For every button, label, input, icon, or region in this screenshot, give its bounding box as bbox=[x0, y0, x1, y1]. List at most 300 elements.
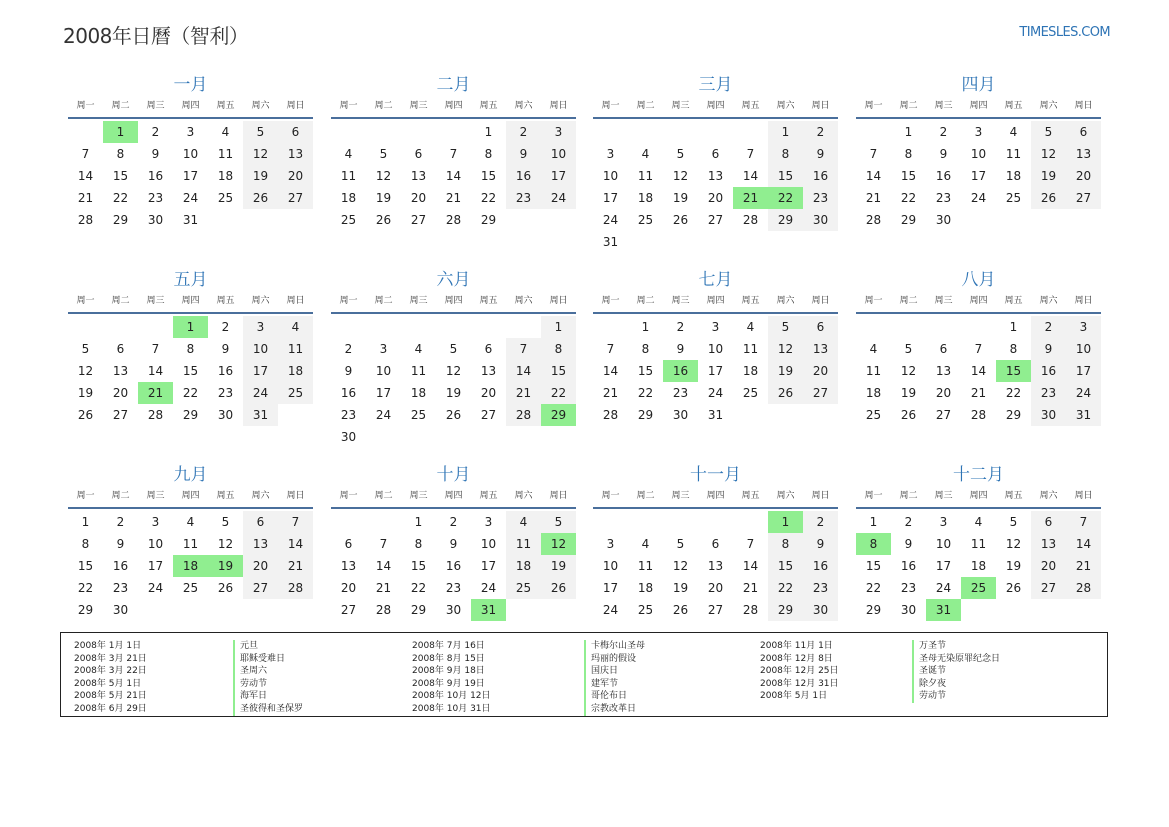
weekend-day-cell: 29 bbox=[768, 209, 803, 231]
day-cell: 7 bbox=[746, 537, 755, 551]
day-cell: 19 bbox=[375, 191, 392, 205]
weekday-header bbox=[593, 489, 838, 509]
legend-date: 2008年 7月 16日 bbox=[412, 641, 485, 651]
legend-holiday-name: 卡梅尔山圣母 bbox=[591, 641, 646, 651]
weekday-label: 周二 bbox=[636, 296, 655, 306]
weekday-label: 周二 bbox=[636, 491, 655, 501]
weekend-day-cell: 23 bbox=[506, 187, 541, 209]
day-cell: 9 bbox=[116, 537, 125, 551]
weekday-label: 周日 bbox=[811, 101, 830, 111]
week-row bbox=[68, 121, 313, 143]
weekday-header bbox=[331, 489, 576, 509]
weekday-label: 周三 bbox=[409, 101, 428, 111]
weekend-day-cell: 5 bbox=[1031, 121, 1066, 143]
day-cell: 20 bbox=[707, 191, 724, 205]
holiday-day-cell: 22 bbox=[768, 187, 803, 209]
weekend-day-cell: 8 bbox=[541, 338, 576, 360]
weekend-day-cell: 15 bbox=[541, 360, 576, 382]
day-cell: 7 bbox=[974, 342, 983, 356]
weekend-day-cell: 27 bbox=[1031, 577, 1066, 599]
empty-cell bbox=[628, 511, 663, 533]
day-cell: 30 bbox=[935, 213, 952, 227]
weekday-label: 周日 bbox=[811, 491, 830, 501]
day-cell: 6 bbox=[414, 147, 423, 161]
day-cell: 5 bbox=[221, 515, 230, 529]
day-cell: 25 bbox=[217, 191, 234, 205]
legend-holiday-name: 圣诞节 bbox=[919, 666, 947, 677]
day-cell: 11 bbox=[340, 169, 357, 183]
day-cell: 18 bbox=[970, 559, 987, 573]
legend-date: 2008年 10月 12日 bbox=[412, 691, 491, 702]
day-cell: 15 bbox=[637, 364, 654, 378]
holiday-day-cell: 16 bbox=[663, 360, 698, 382]
day-cell: 30 bbox=[217, 408, 234, 422]
day-cell: 1 bbox=[1009, 320, 1018, 334]
empty-cell bbox=[926, 316, 961, 338]
weekend-day-cell: 17 bbox=[1066, 360, 1101, 382]
day-cell: 3 bbox=[186, 125, 195, 139]
week-row bbox=[68, 209, 313, 231]
day-cell: 20 bbox=[707, 581, 724, 595]
weekday-label: 周六 bbox=[514, 296, 533, 306]
day-cell: 3 bbox=[151, 515, 160, 529]
day-cell: 19 bbox=[672, 191, 689, 205]
weekday-label: 周四 bbox=[969, 296, 988, 306]
week-row bbox=[593, 209, 838, 231]
holiday-day-cell: 18 bbox=[173, 555, 208, 577]
day-cell: 5 bbox=[449, 342, 458, 356]
empty-cell bbox=[1066, 209, 1101, 231]
empty-cell bbox=[541, 426, 576, 448]
day-cell: 25 bbox=[182, 581, 199, 595]
weekend-day-cell: 12 bbox=[768, 338, 803, 360]
legend-date: 2008年 12月 8日 bbox=[760, 653, 833, 664]
weekday-label: 周日 bbox=[549, 296, 568, 306]
weekday-label: 周三 bbox=[409, 491, 428, 501]
legend-holiday-name: 国庆日 bbox=[591, 666, 619, 677]
week-row bbox=[856, 209, 1101, 231]
day-cell: 11 bbox=[970, 537, 987, 551]
day-cell: 29 bbox=[1005, 408, 1022, 422]
day-cell: 22 bbox=[182, 386, 199, 400]
day-cell: 15 bbox=[865, 559, 882, 573]
legend-dates-2 bbox=[412, 640, 491, 716]
weekday-label: 周二 bbox=[636, 101, 655, 111]
weekend-day-cell: 26 bbox=[541, 577, 576, 599]
weekend-day-cell: 14 bbox=[1066, 533, 1101, 555]
day-cell: 13 bbox=[480, 364, 497, 378]
weekday-label: 周二 bbox=[374, 296, 393, 306]
day-cell: 22 bbox=[865, 581, 882, 595]
weekday-label: 周五 bbox=[479, 296, 498, 306]
day-cell: 14 bbox=[77, 169, 94, 183]
weekday-label: 周二 bbox=[899, 101, 918, 111]
day-cell: 30 bbox=[672, 408, 689, 422]
weekend-day-cell: 13 bbox=[803, 338, 838, 360]
weekday-label: 周二 bbox=[374, 101, 393, 111]
empty-cell bbox=[436, 426, 471, 448]
weekend-day-cell: 17 bbox=[243, 360, 278, 382]
empty-cell bbox=[768, 231, 803, 253]
weekend-day-cell: 19 bbox=[1031, 165, 1066, 187]
day-cell: 27 bbox=[410, 213, 427, 227]
day-cell: 17 bbox=[182, 169, 199, 183]
week-row bbox=[331, 599, 576, 621]
weekday-label: 周三 bbox=[934, 296, 953, 306]
day-cell: 21 bbox=[375, 581, 392, 595]
weekday-label: 周六 bbox=[776, 296, 795, 306]
weekday-label: 周五 bbox=[1004, 101, 1023, 111]
weekday-label: 周五 bbox=[741, 101, 760, 111]
weekend-day-cell: 10 bbox=[541, 143, 576, 165]
weekend-day-cell: 16 bbox=[803, 165, 838, 187]
weekday-label: 周五 bbox=[216, 101, 235, 111]
weekend-day-cell: 19 bbox=[243, 165, 278, 187]
legend-date: 2008年 5月 1日 bbox=[74, 678, 142, 689]
empty-cell bbox=[663, 511, 698, 533]
week-row bbox=[856, 338, 1101, 360]
day-cell: 7 bbox=[81, 147, 90, 161]
day-cell: 23 bbox=[147, 191, 164, 205]
day-cell: 19 bbox=[900, 386, 917, 400]
legend-date: 2008年 5月 1日 bbox=[760, 691, 828, 702]
day-cell: 4 bbox=[641, 147, 650, 161]
day-cell: 12 bbox=[672, 169, 689, 183]
empty-cell bbox=[506, 209, 541, 231]
week-row bbox=[68, 577, 313, 599]
weekend-day-cell: 26 bbox=[243, 187, 278, 209]
week-row bbox=[593, 121, 838, 143]
legend-holiday-name: 哥伦布日 bbox=[591, 691, 628, 702]
weekday-header bbox=[68, 99, 313, 119]
month-block bbox=[856, 269, 1101, 426]
site-link[interactable]: TIMESLES.COM bbox=[1019, 25, 1110, 40]
week-row bbox=[331, 338, 576, 360]
day-cell: 28 bbox=[970, 408, 987, 422]
legend-holiday-name: 元旦 bbox=[240, 641, 259, 651]
weekday-label: 周二 bbox=[899, 296, 918, 306]
day-cell: 29 bbox=[480, 213, 497, 227]
weekday-label: 周日 bbox=[811, 296, 830, 306]
week-row bbox=[68, 143, 313, 165]
day-cell: 24 bbox=[707, 386, 724, 400]
day-cell: 16 bbox=[340, 386, 357, 400]
day-cell: 23 bbox=[340, 408, 357, 422]
weekday-label: 周五 bbox=[1004, 296, 1023, 306]
weekend-day-cell: 3 bbox=[1066, 316, 1101, 338]
weekend-day-cell: 6 bbox=[1066, 121, 1101, 143]
day-cell: 13 bbox=[112, 364, 129, 378]
day-cell: 17 bbox=[602, 581, 619, 595]
day-cell: 4 bbox=[641, 537, 650, 551]
day-cell: 22 bbox=[1005, 386, 1022, 400]
weekend-day-cell: 16 bbox=[506, 165, 541, 187]
holiday-day-cell: 31 bbox=[471, 599, 506, 621]
day-cell: 22 bbox=[112, 191, 129, 205]
month-block bbox=[331, 464, 576, 621]
day-cell: 5 bbox=[379, 147, 388, 161]
weekday-label: 周四 bbox=[181, 491, 200, 501]
day-cell: 9 bbox=[344, 364, 353, 378]
day-cell: 13 bbox=[340, 559, 357, 573]
weekday-label: 周三 bbox=[671, 296, 690, 306]
day-cell: 4 bbox=[746, 320, 755, 334]
day-cell: 30 bbox=[112, 603, 129, 617]
day-cell: 15 bbox=[77, 559, 94, 573]
day-cell: 17 bbox=[935, 559, 952, 573]
month-block bbox=[593, 464, 838, 621]
weekend-day-cell: 27 bbox=[1066, 187, 1101, 209]
weekday-header bbox=[856, 489, 1101, 509]
weekend-day-cell: 28 bbox=[1066, 577, 1101, 599]
day-cell: 4 bbox=[414, 342, 423, 356]
weekday-label: 周二 bbox=[111, 101, 130, 111]
day-cell: 18 bbox=[742, 364, 759, 378]
weekend-day-cell: 4 bbox=[278, 316, 313, 338]
week-row bbox=[331, 533, 576, 555]
weekend-day-cell: 20 bbox=[1066, 165, 1101, 187]
legend-names-2 bbox=[584, 640, 645, 716]
weekend-day-cell: 1 bbox=[768, 121, 803, 143]
weekday-label: 周三 bbox=[146, 491, 165, 501]
weekend-day-cell: 1 bbox=[541, 316, 576, 338]
day-cell: 11 bbox=[742, 342, 759, 356]
day-cell: 7 bbox=[151, 342, 160, 356]
weekday-label: 周四 bbox=[444, 296, 463, 306]
day-cell: 14 bbox=[445, 169, 462, 183]
day-cell: 4 bbox=[974, 515, 983, 529]
day-cell: 15 bbox=[182, 364, 199, 378]
weekend-day-cell: 8 bbox=[768, 533, 803, 555]
day-cell: 23 bbox=[900, 581, 917, 595]
empty-cell bbox=[103, 316, 138, 338]
weekday-label: 周五 bbox=[216, 491, 235, 501]
holiday-day-cell: 1 bbox=[173, 316, 208, 338]
weekend-day-cell: 9 bbox=[803, 143, 838, 165]
weekday-label: 周五 bbox=[479, 491, 498, 501]
empty-cell bbox=[366, 426, 401, 448]
day-cell: 11 bbox=[637, 559, 654, 573]
day-cell: 9 bbox=[939, 147, 948, 161]
day-cell: 13 bbox=[707, 169, 724, 183]
day-cell: 2 bbox=[939, 125, 948, 139]
day-cell: 5 bbox=[1009, 515, 1018, 529]
week-row bbox=[331, 404, 576, 426]
weekday-label: 周一 bbox=[339, 491, 358, 501]
day-cell: 10 bbox=[602, 559, 619, 573]
day-cell: 18 bbox=[865, 386, 882, 400]
weekend-day-cell: 8 bbox=[768, 143, 803, 165]
week-row bbox=[593, 555, 838, 577]
day-cell: 20 bbox=[935, 386, 952, 400]
weekday-label: 周一 bbox=[76, 101, 95, 111]
day-cell: 11 bbox=[637, 169, 654, 183]
day-cell: 6 bbox=[344, 537, 353, 551]
day-cell: 7 bbox=[379, 537, 388, 551]
legend-date: 2008年 1月 1日 bbox=[74, 641, 142, 651]
month-name: 九月 bbox=[173, 465, 208, 485]
weekday-label: 周六 bbox=[1039, 101, 1058, 111]
weekend-day-cell: 16 bbox=[1031, 360, 1066, 382]
weekday-label: 周一 bbox=[76, 296, 95, 306]
day-cell: 15 bbox=[112, 169, 129, 183]
day-cell: 11 bbox=[410, 364, 427, 378]
weekend-day-cell: 5 bbox=[541, 511, 576, 533]
empty-cell bbox=[331, 121, 366, 143]
day-cell: 24 bbox=[970, 191, 987, 205]
weekday-label: 周五 bbox=[479, 101, 498, 111]
weekend-day-cell: 20 bbox=[243, 555, 278, 577]
weekend-day-cell: 11 bbox=[278, 338, 313, 360]
weekday-label: 周五 bbox=[741, 491, 760, 501]
empty-cell bbox=[856, 121, 891, 143]
day-cell: 28 bbox=[445, 213, 462, 227]
holiday-day-cell: 25 bbox=[961, 577, 996, 599]
day-cell: 6 bbox=[711, 537, 720, 551]
day-cell: 28 bbox=[865, 213, 882, 227]
day-cell: 17 bbox=[970, 169, 987, 183]
day-cell: 8 bbox=[904, 147, 913, 161]
day-cell: 27 bbox=[707, 213, 724, 227]
holiday-day-cell: 21 bbox=[138, 382, 173, 404]
day-cell: 13 bbox=[410, 169, 427, 183]
weekend-day-cell: 21 bbox=[1066, 555, 1101, 577]
legend-holiday-name: 建军节 bbox=[591, 678, 619, 689]
empty-cell bbox=[996, 209, 1031, 231]
empty-cell bbox=[471, 426, 506, 448]
legend-holiday-name: 劳动节 bbox=[919, 691, 947, 702]
day-cell: 25 bbox=[410, 408, 427, 422]
day-cell: 12 bbox=[375, 169, 392, 183]
day-cell: 10 bbox=[602, 169, 619, 183]
legend-holiday-name: 万圣节 bbox=[919, 641, 947, 651]
weekend-day-cell: 24 bbox=[243, 382, 278, 404]
weekend-day-cell: 28 bbox=[506, 404, 541, 426]
empty-cell bbox=[243, 209, 278, 231]
legend-names-3 bbox=[912, 640, 1000, 703]
holiday-day-cell: 1 bbox=[103, 121, 138, 143]
weekday-label: 周六 bbox=[514, 101, 533, 111]
day-cell: 14 bbox=[375, 559, 392, 573]
day-cell: 22 bbox=[900, 191, 917, 205]
day-cell: 18 bbox=[637, 191, 654, 205]
day-cell: 14 bbox=[865, 169, 882, 183]
day-cell: 1 bbox=[484, 125, 493, 139]
week-row bbox=[68, 555, 313, 577]
weekday-label: 周四 bbox=[706, 491, 725, 501]
day-cell: 18 bbox=[637, 581, 654, 595]
page-title: 2008年日曆（智利） bbox=[63, 24, 249, 48]
empty-cell bbox=[803, 404, 838, 426]
day-cell: 14 bbox=[147, 364, 164, 378]
weekend-day-cell: 2 bbox=[803, 511, 838, 533]
week-row bbox=[593, 577, 838, 599]
weekday-label: 周三 bbox=[146, 296, 165, 306]
empty-cell bbox=[1031, 209, 1066, 231]
day-cell: 3 bbox=[379, 342, 388, 356]
day-cell: 14 bbox=[602, 364, 619, 378]
day-cell: 24 bbox=[935, 581, 952, 595]
day-cell: 24 bbox=[480, 581, 497, 595]
weekend-day-cell: 7 bbox=[1066, 511, 1101, 533]
empty-cell bbox=[366, 511, 401, 533]
weekday-label: 周四 bbox=[706, 101, 725, 111]
week-row bbox=[331, 165, 576, 187]
weekend-day-cell: 21 bbox=[506, 382, 541, 404]
month-name: 二月 bbox=[436, 75, 471, 95]
legend-holiday-name: 圣彼得和圣保罗 bbox=[240, 703, 304, 714]
weekend-day-cell: 14 bbox=[506, 360, 541, 382]
weekend-day-cell: 19 bbox=[541, 555, 576, 577]
empty-cell bbox=[401, 121, 436, 143]
day-cell: 29 bbox=[637, 408, 654, 422]
month-name: 七月 bbox=[698, 270, 733, 290]
day-cell: 7 bbox=[746, 147, 755, 161]
day-cell: 16 bbox=[147, 169, 164, 183]
legend-dates-1 bbox=[74, 640, 147, 716]
day-cell: 15 bbox=[480, 169, 497, 183]
weekend-day-cell: 31 bbox=[243, 404, 278, 426]
day-cell: 29 bbox=[865, 603, 882, 617]
weekend-day-cell: 26 bbox=[768, 382, 803, 404]
day-cell: 26 bbox=[445, 408, 462, 422]
week-row bbox=[593, 165, 838, 187]
week-row bbox=[593, 599, 838, 621]
legend-date: 2008年 5月 21日 bbox=[74, 691, 147, 702]
weekend-day-cell: 12 bbox=[1031, 143, 1066, 165]
weekday-label: 周二 bbox=[374, 491, 393, 501]
empty-cell bbox=[961, 316, 996, 338]
day-cell: 6 bbox=[484, 342, 493, 356]
weekend-day-cell: 6 bbox=[803, 316, 838, 338]
day-cell: 6 bbox=[711, 147, 720, 161]
weekday-label: 周二 bbox=[111, 491, 130, 501]
day-cell: 6 bbox=[939, 342, 948, 356]
empty-cell bbox=[278, 209, 313, 231]
week-row bbox=[856, 577, 1101, 599]
day-cell: 5 bbox=[676, 147, 685, 161]
weekend-day-cell: 2 bbox=[803, 121, 838, 143]
day-cell: 10 bbox=[182, 147, 199, 161]
weekend-day-cell: 10 bbox=[1066, 338, 1101, 360]
weekday-label: 周五 bbox=[1004, 491, 1023, 501]
week-row bbox=[856, 316, 1101, 338]
month-name: 三月 bbox=[698, 75, 733, 95]
day-cell: 31 bbox=[602, 235, 619, 249]
week-row bbox=[856, 533, 1101, 555]
legend-date: 2008年 6月 29日 bbox=[74, 703, 147, 714]
day-cell: 3 bbox=[711, 320, 720, 334]
day-cell: 26 bbox=[1005, 581, 1022, 595]
day-cell: 24 bbox=[602, 603, 619, 617]
weekday-label: 周一 bbox=[601, 296, 620, 306]
day-cell: 6 bbox=[116, 342, 125, 356]
day-cell: 10 bbox=[480, 537, 497, 551]
weekday-label: 周二 bbox=[899, 491, 918, 501]
week-row bbox=[331, 577, 576, 599]
legend-date: 2008年 12月 31日 bbox=[760, 678, 839, 689]
day-cell: 12 bbox=[1005, 537, 1022, 551]
empty-cell bbox=[698, 121, 733, 143]
weekday-label: 周六 bbox=[514, 491, 533, 501]
empty-cell bbox=[803, 231, 838, 253]
empty-cell bbox=[278, 404, 313, 426]
day-cell: 1 bbox=[414, 515, 423, 529]
empty-cell bbox=[471, 316, 506, 338]
weekend-day-cell: 27 bbox=[803, 382, 838, 404]
empty-cell bbox=[331, 316, 366, 338]
week-row bbox=[68, 360, 313, 382]
